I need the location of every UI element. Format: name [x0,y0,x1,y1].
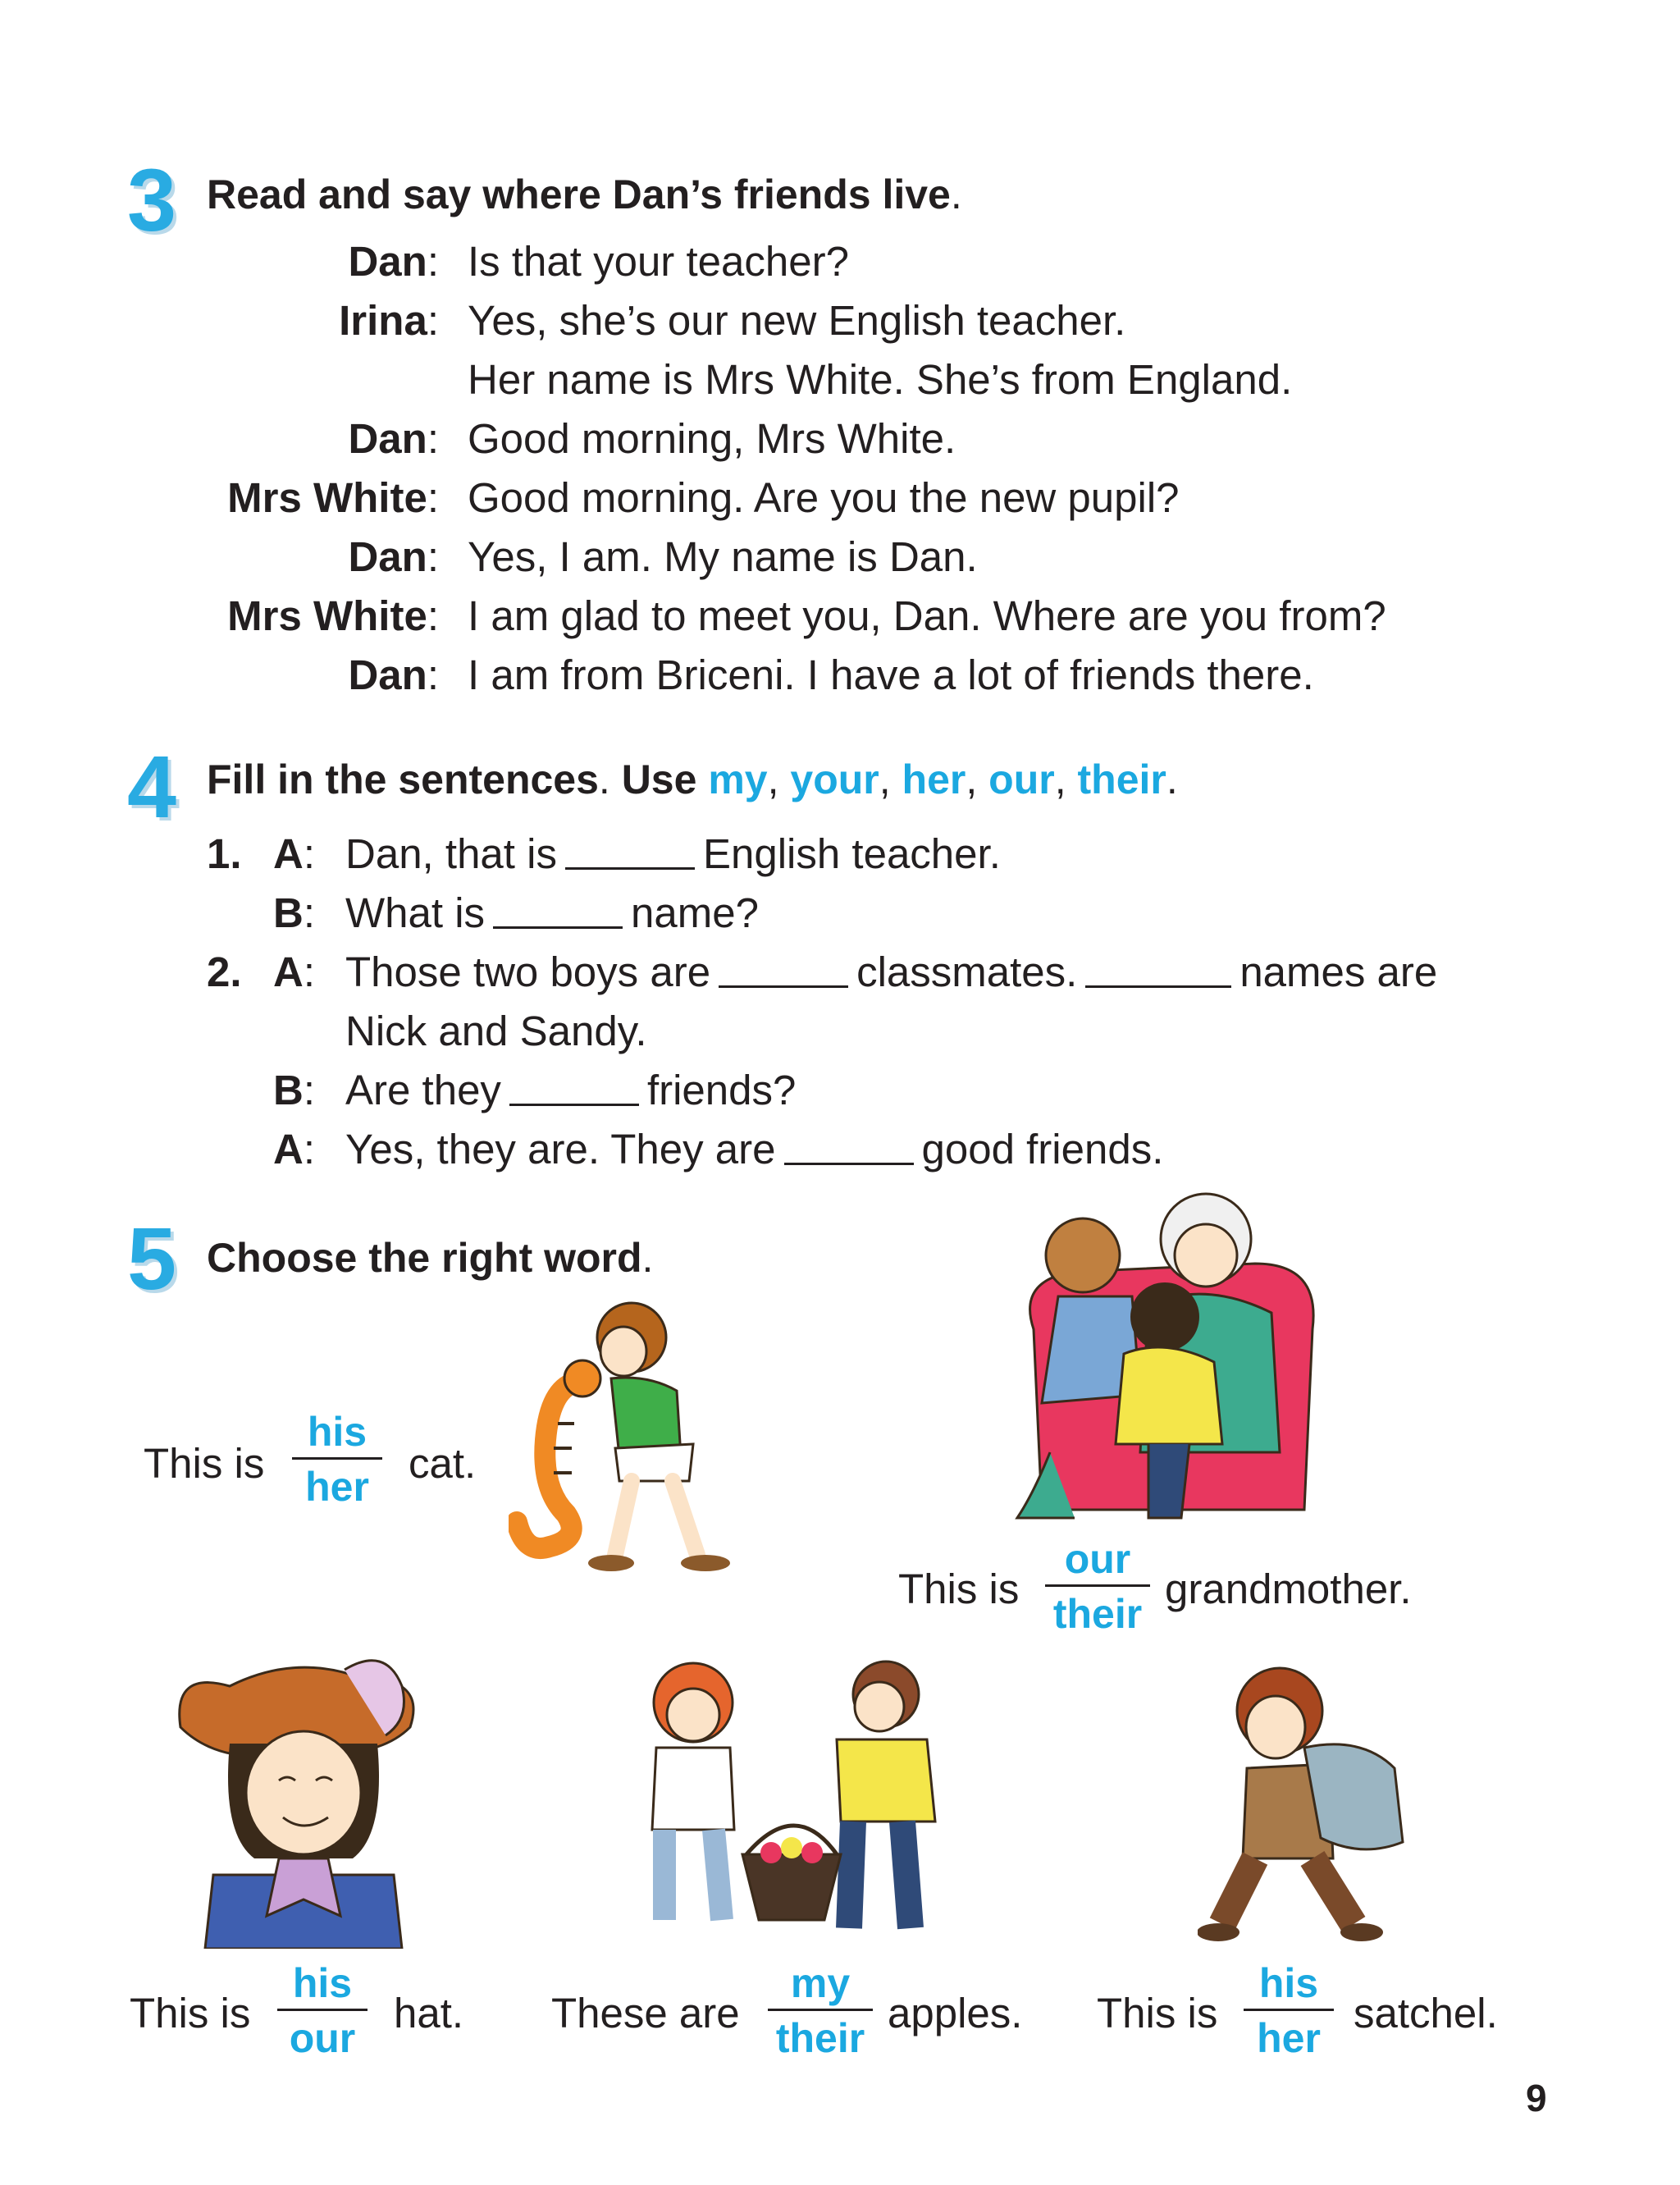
grandmother-with-children-illustration [984,1182,1345,1543]
item-text: Those two boys are classmates. names are [345,949,1438,995]
speech-text: I am from Briceni. I have a lot of friends there. [468,651,1314,698]
choice-option-top[interactable]: his [292,1411,382,1460]
choice-option-top[interactable]: my [768,1963,873,2011]
speech-text: Good morning, Mrs White. [468,415,956,462]
caption-text: satchel. [1354,1990,1498,2036]
item-number: 2. [207,949,242,995]
choice-option-bottom[interactable]: our [289,2015,356,2061]
word-option: her [902,757,966,802]
item-text: Dan, that is English teacher. [345,830,1001,877]
speaker-name: Dan: [348,533,439,580]
word-option: your [790,757,879,802]
speaker-name: Dan: [348,238,439,285]
speaker-name: Irina: [339,297,439,344]
caption-text: cat. [409,1440,477,1487]
item-speaker: B: [273,889,316,936]
instruction-period: . [950,171,962,217]
speech-text: Her name is Mrs White. She’s from England. [468,356,1293,403]
caption-text: This is [144,1440,265,1487]
answer-blank[interactable] [719,953,848,988]
choice-option-bottom[interactable]: her [305,1464,369,1510]
word-choice[interactable] [1045,1536,1150,1637]
caption-text: This is [1097,1990,1218,2036]
word-choice[interactable] [277,1960,368,2061]
choice-option-top[interactable]: his [1244,1963,1334,2011]
word-choice[interactable] [768,1960,873,2061]
page-number: 9 [1526,2077,1547,2119]
speech-text: Yes, I am. My name is Dan. [468,533,978,580]
caption-text: This is [130,1990,251,2036]
item-text: What is name? [345,889,759,936]
item-text: Are they friends? [345,1067,797,1113]
exercise-5-instruction: Choose the right word. [207,1235,654,1281]
speech-text: Is that your teacher? [468,238,849,285]
answer-blank[interactable] [1085,953,1231,988]
choice-option-bottom[interactable]: their [1052,1591,1143,1637]
speaker-name: Mrs White: [227,592,439,639]
speech-text: Good morning. Are you the new pupil? [468,474,1180,521]
boy-with-satchel-illustration [1198,1662,1427,1949]
choice-option-bottom[interactable]: her [1257,2015,1321,2061]
caption-text: This is [898,1566,1020,1612]
instruction-text: Fill in the sentences [207,757,599,802]
caption-text: grandmother. [1165,1566,1412,1612]
caption-text: These are [551,1990,740,2036]
speaker-name: Dan: [348,651,439,698]
exercise-4-number: 4 [127,737,177,836]
instruction-text: Read and say where Dan’s friends live [207,171,951,217]
word-choice[interactable] [292,1409,382,1510]
exercise-4-instruction: Fill in the sentences. Use my, your, her, our, their. [207,757,1178,802]
item-speaker: B: [273,1067,316,1113]
word-option: our [988,757,1055,802]
answer-blank[interactable] [565,834,695,870]
answer-blank[interactable] [784,1130,914,1165]
choice-option-top[interactable]: his [277,1963,368,2011]
speaker-name: Dan: [348,415,439,462]
exercise-3-number: 3 [127,150,177,249]
exercise-5-number: 5 [127,1209,177,1308]
exercise-3-instruction [207,171,962,217]
answer-blank[interactable] [509,1071,639,1106]
item-speaker: A: [273,830,316,877]
item-text: Yes, they are. They are good friends. [345,1126,1164,1172]
answer-blank[interactable] [493,894,623,929]
choice-option-bottom[interactable]: their [775,2015,865,2061]
girl-in-hat-illustration [164,1653,443,1949]
speech-text: Yes, she’s our new English teacher. [468,297,1126,344]
caption-text: hat. [394,1990,464,2036]
item-speaker: A: [273,949,316,995]
caption-text: apples. [888,1990,1023,2036]
item-number: 1. [207,830,242,877]
choice-option-top[interactable]: our [1045,1538,1150,1587]
word-option: my [708,757,768,802]
item-text: Nick and Sandy. [345,1008,647,1054]
word-option: their [1077,757,1166,802]
children-with-apples-illustration [615,1657,976,1953]
boy-with-cat-illustration [509,1300,755,1588]
speaker-name: Mrs White: [227,474,439,521]
speech-text: I am glad to meet you, Dan. Where are you from? [468,592,1386,639]
word-choice[interactable] [1244,1960,1334,2061]
item-speaker: A: [273,1126,316,1172]
